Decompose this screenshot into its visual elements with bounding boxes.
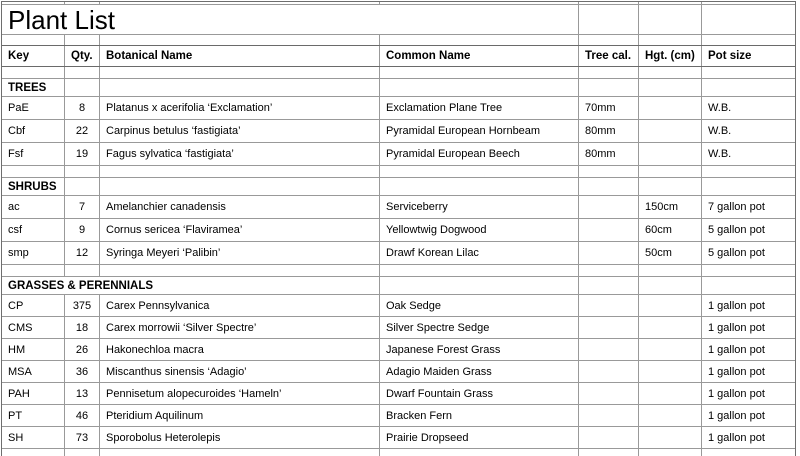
plant-row [2, 219, 795, 242]
cell-hgt [639, 383, 702, 404]
empty-cell [639, 67, 702, 78]
empty-cell [702, 265, 795, 276]
cell-pot: 5 gallon pot [708, 247, 765, 259]
cell-tree-cal: 70mm [579, 97, 639, 119]
cell-tree-cal [579, 219, 639, 241]
cell-botanical: Cornus sericea ‘Flaviramea’ [100, 219, 380, 241]
section-row [2, 277, 795, 295]
cell-botanical: Carpinus betulus ‘fastigiata’ [100, 120, 380, 142]
cell-common: Dwarf Fountain Grass [380, 383, 579, 404]
cell-key: Fsf [2, 143, 65, 165]
cell-hgt [639, 143, 702, 165]
empty-cell [579, 178, 639, 195]
cell-qty: 375 [65, 295, 100, 316]
empty-cell [2, 166, 65, 177]
empty-cell [702, 67, 795, 78]
spacer-row [2, 166, 795, 178]
cell-tree-cal: 80mm [579, 143, 639, 165]
cell-botanical: Platanus x acerifolia ‘Exclamation’ [100, 97, 380, 119]
empty-cell [702, 166, 795, 177]
plant-row [2, 383, 795, 405]
plant-row [2, 196, 795, 219]
cell-key: CMS [2, 317, 65, 338]
cell-tree-cal [579, 317, 639, 338]
cell-hgt [639, 97, 702, 119]
cell-botanical: Carex morrowii ‘Silver Spectre’ [100, 317, 380, 338]
plant-row [2, 242, 795, 265]
cell-qty: 73 [65, 427, 100, 448]
cell-common: Oak Sedge [380, 295, 579, 316]
cell-qty: 8 [65, 97, 100, 119]
plant-row [2, 361, 795, 383]
cell-qty: 26 [65, 339, 100, 360]
empty-cell [579, 2, 639, 4]
cell-pot: 1 gallon pot [708, 343, 765, 356]
section-label: SHRUBS [2, 178, 65, 195]
empty-cell [579, 449, 639, 456]
empty-cell [639, 35, 702, 45]
cell-botanical: Fagus sylvatica ‘fastigiata’ [100, 143, 380, 165]
empty-cell [702, 449, 795, 456]
cell-common: Yellowtwig Dogwood [380, 219, 579, 241]
empty-cell [100, 449, 380, 456]
cell-pot: 1 gallon pot [708, 431, 765, 444]
plant-row [2, 427, 795, 449]
cell-qty: 12 [65, 242, 100, 264]
empty-cell [380, 178, 579, 195]
cell-key: SH [2, 427, 65, 448]
cell-common: Pyramidal European Beech [380, 143, 579, 165]
cell-tree-cal [579, 295, 639, 316]
column-header-common-name: Common Name [380, 46, 579, 66]
cell-botanical: Miscanthus sinensis ‘Adagio’ [100, 361, 380, 382]
spacer-row [2, 265, 795, 277]
empty-cell [579, 67, 639, 78]
empty-cell [2, 67, 65, 78]
cell-hgt [639, 120, 702, 142]
spacer-row [2, 449, 795, 456]
empty-cell [639, 178, 702, 195]
cell-qty: 13 [65, 383, 100, 404]
cell-key: PAH [2, 383, 65, 404]
empty-cell [579, 5, 639, 34]
cell-tree-cal [579, 383, 639, 404]
cell-key: CP [2, 295, 65, 316]
empty-cell [639, 449, 702, 456]
cell-hgt [639, 295, 702, 316]
empty-cell [2, 265, 65, 276]
column-header-pot-size: Pot size [708, 50, 752, 62]
cell-tree-cal [579, 242, 639, 264]
plant-row [2, 295, 795, 317]
empty-cell [579, 79, 639, 96]
cell-pot: W.B. [708, 148, 732, 160]
column-header-tree-cal: Tree cal. [579, 46, 639, 66]
cell-hgt: 150cm [639, 196, 702, 218]
cell-key: PaE [2, 97, 65, 119]
cell-pot: 1 gallon pot [708, 321, 765, 334]
empty-cell [100, 35, 380, 45]
cell-qty: 9 [65, 219, 100, 241]
cell-pot: W.B. [708, 125, 732, 137]
cell-common: Bracken Fern [380, 405, 579, 426]
cell-tree-cal [579, 196, 639, 218]
spacer-row [2, 67, 795, 79]
cell-tree-cal [579, 361, 639, 382]
cell-pot: 7 gallon pot [708, 201, 765, 213]
cell-qty: 7 [65, 196, 100, 218]
empty-cell [100, 79, 380, 96]
title-row [2, 5, 795, 35]
empty-cell [380, 166, 579, 177]
cell-hgt [639, 427, 702, 448]
cell-hgt: 50cm [639, 242, 702, 264]
cell-common: Prairie Dropseed [380, 427, 579, 448]
section-row [2, 178, 795, 196]
empty-cell [702, 277, 795, 294]
cell-common: Silver Spectre Sedge [380, 317, 579, 338]
empty-cell [702, 5, 795, 34]
column-header-botanical-name: Botanical Name [100, 46, 380, 66]
cell-qty: 22 [65, 120, 100, 142]
plant-list-table [1, 1, 796, 456]
empty-cell [65, 265, 100, 276]
plant-row [2, 143, 795, 166]
cell-key: ac [2, 196, 65, 218]
cell-botanical: Syringa Meyeri ‘Palibin’ [100, 242, 380, 264]
cell-botanical: Hakonechloa macra [100, 339, 380, 360]
plant-row [2, 405, 795, 427]
empty-cell [639, 265, 702, 276]
cell-botanical: Pennisetum alopecuroides ‘Hameln’ [100, 383, 380, 404]
empty-cell [702, 35, 795, 45]
empty-cell [639, 2, 702, 4]
empty-cell [65, 449, 100, 456]
empty-cell [100, 265, 380, 276]
cell-key: smp [2, 242, 65, 264]
empty-cell [639, 5, 702, 34]
empty-cell [65, 67, 100, 78]
cell-pot: W.B. [708, 102, 732, 114]
cell-qty: 36 [65, 361, 100, 382]
empty-cell [65, 79, 100, 96]
empty-cell [702, 2, 795, 4]
cell-hgt [639, 339, 702, 360]
cell-key: Cbf [2, 120, 65, 142]
empty-cell [380, 2, 579, 4]
empty-cell [579, 265, 639, 276]
cell-pot: 5 gallon pot [708, 224, 765, 236]
empty-cell [380, 265, 579, 276]
cell-pot: 1 gallon pot [708, 409, 765, 422]
empty-cell [65, 166, 100, 177]
cell-pot: 1 gallon pot [708, 365, 765, 378]
empty-cell [579, 166, 639, 177]
plant-row [2, 120, 795, 143]
column-header-qty: Qty. [65, 46, 100, 66]
cell-key: csf [2, 219, 65, 241]
empty-cell [2, 449, 65, 456]
empty-cell [100, 2, 380, 4]
cell-hgt [639, 317, 702, 338]
cell-common: Exclamation Plane Tree [380, 97, 579, 119]
section-label: TREES [2, 79, 65, 96]
empty-cell [65, 2, 100, 4]
empty-cell [579, 277, 639, 294]
cell-pot: 1 gallon pot [708, 299, 765, 312]
cell-key: HM [2, 339, 65, 360]
table-body [2, 79, 795, 456]
cell-qty: 19 [65, 143, 100, 165]
column-header-row [2, 46, 795, 67]
cell-common: Japanese Forest Grass [380, 339, 579, 360]
section-label: GRASSES & PERENNIALS [2, 277, 380, 294]
empty-cell [380, 79, 579, 96]
cell-pot: 1 gallon pot [708, 387, 765, 400]
cell-qty: 18 [65, 317, 100, 338]
plant-row [2, 97, 795, 120]
empty-cell [100, 166, 380, 177]
cell-key: PT [2, 405, 65, 426]
empty-cell [702, 79, 795, 96]
empty-cell [2, 35, 65, 45]
section-row [2, 79, 795, 97]
column-header-hgt-cm: Hgt. (cm) [639, 46, 702, 66]
empty-cell [380, 67, 579, 78]
cell-key: MSA [2, 361, 65, 382]
cell-hgt: 60cm [639, 219, 702, 241]
cell-tree-cal [579, 427, 639, 448]
empty-cell [65, 35, 100, 45]
cell-botanical: Carex Pennsylvanica [100, 295, 380, 316]
cell-botanical: Amelanchier canadensis [100, 196, 380, 218]
empty-cell [380, 277, 579, 294]
cell-tree-cal: 80mm [579, 120, 639, 142]
cell-tree-cal [579, 339, 639, 360]
empty-cell [380, 449, 579, 456]
cell-botanical: Sporobolus Heterolepis [100, 427, 380, 448]
cell-botanical: Pteridium Aquilinum [100, 405, 380, 426]
page-title: Plant List [2, 5, 579, 34]
empty-cell [100, 178, 380, 195]
empty-cell [639, 79, 702, 96]
empty-cell [579, 35, 639, 45]
plant-row [2, 339, 795, 361]
plant-row [2, 317, 795, 339]
cell-common: Serviceberry [380, 196, 579, 218]
cell-tree-cal [579, 405, 639, 426]
empty-cell [702, 178, 795, 195]
cell-hgt [639, 405, 702, 426]
cell-hgt [639, 361, 702, 382]
cell-common: Pyramidal European Hornbeam [380, 120, 579, 142]
cell-qty: 46 [65, 405, 100, 426]
empty-cell [639, 277, 702, 294]
cell-common: Drawf Korean Lilac [380, 242, 579, 264]
empty-cell [2, 2, 65, 4]
empty-cell [65, 178, 100, 195]
empty-cell [380, 35, 579, 45]
empty-cell [100, 67, 380, 78]
spacer-row [2, 35, 795, 46]
column-header-key: Key [2, 46, 65, 66]
cell-common: Adagio Maiden Grass [380, 361, 579, 382]
empty-cell [639, 166, 702, 177]
